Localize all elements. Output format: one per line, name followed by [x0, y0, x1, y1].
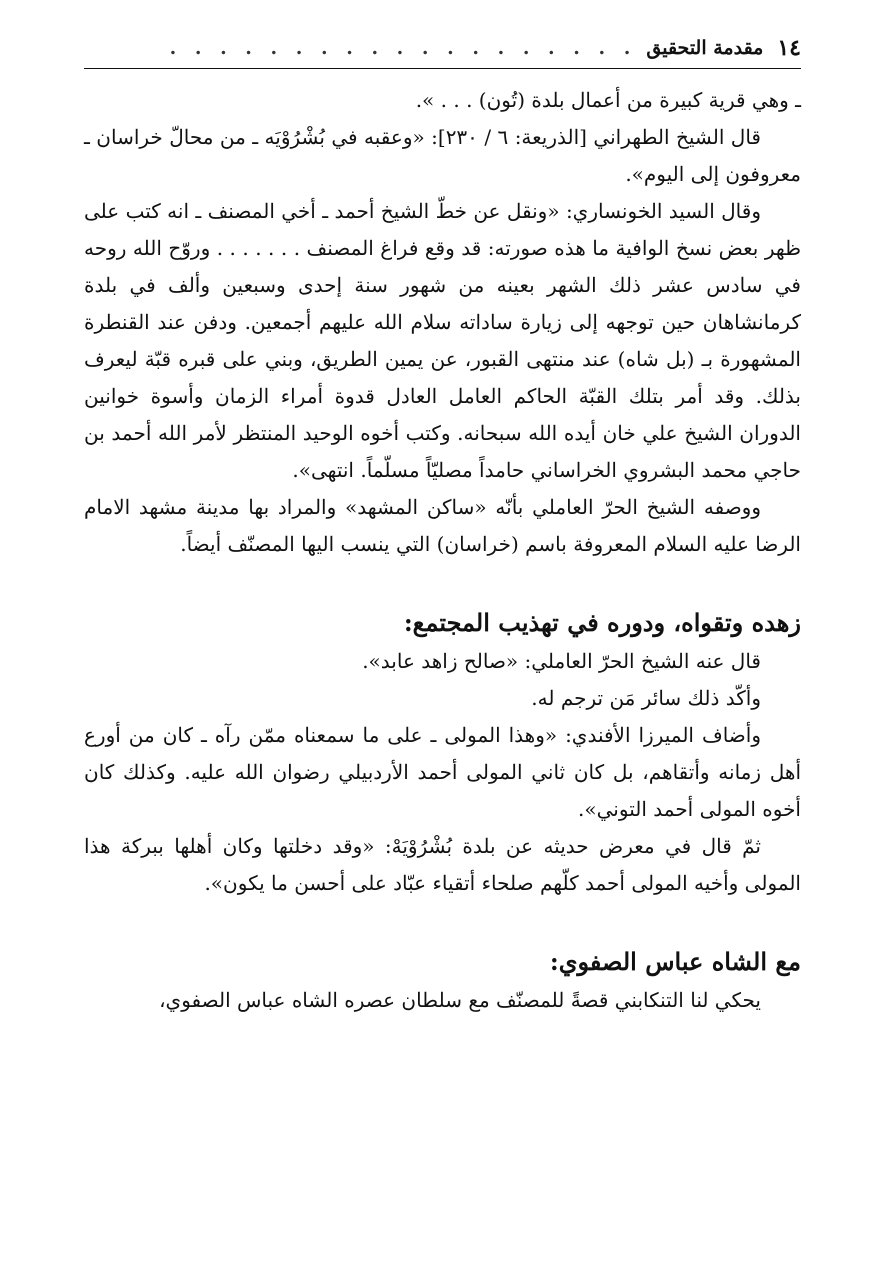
page-body — [84, 82, 801, 1019]
paragraph: يحكي لنا التنكابني قصةً للمصنّف مع سلطان عصره الشاه عباس الصفوي، — [159, 988, 761, 1012]
section-heading-shah-abbas: مع الشاه عباس الصفوي: — [549, 947, 801, 976]
running-header — [84, 28, 801, 69]
paragraph: ـ وهي قرية كبيرة من أعمال بلدة (تُون) . . . ». — [415, 88, 801, 112]
paragraph: قال الشيخ الطهراني [الذريعة: ٦ / ٢٣٠]: «وعقبه في بُشْرُوْيَه ـ من محالّ خراسان ـ معروفون إلى اليوم». — [84, 125, 801, 186]
paragraph: وأكّد ذلك سائر مَن ترجم له. — [531, 686, 761, 710]
paragraph: وأضاف الميرزا الأفندي: «وهذا المولى ـ على ما سمعناه ممّن رآه ـ كان من أورع أهل زمانه وأتقاهم، بل كان ثاني المولى أحمد الأردبيلي رضوان الله عليه. وكذلك كان أخوه المولى أحمد التوني». — [84, 723, 801, 821]
page-number: ١٤ — [777, 35, 801, 61]
header-leader-dots: . . . . . . . . . . . . . . . . . . . — [169, 37, 637, 59]
paragraph: وقال السيد الخونساري: «ونقل عن خطّ الشيخ أحمد ـ أخي المصنف ـ انه كتب على ظهر بعض نسخ الوافية ما هذه صورته: قد وقع فراغ المصنف . . . . . . . وروّح الله روحه في سادس عشر ذلك الشهر بعينه من شهور سنة إحدى وسبعين وألف في بلدة كرمانشاهان حين توجهه إلى زيارة ساداته سلام الله عليهم أجمعين. ودفن عند القنطرة المشهورة بـ (بل شاه) عند منتهى القبور، عن يمين الطريق، وبني على قبره قبّة ليعرف بذلك. وقد أمر بتلك القبّة الحاكم العامل العادل قدوة أمراء الزمان وأسوة خوانين الدوران الشيخ علي خان أيده الله سبحانه. وكتب أخوه الوحيد المنتظر لأمر الله أحمد بن حاجي محمد البشروي الخراساني حامداً مصليّاً مسلّماً. انتهى». — [84, 199, 801, 482]
section-heading-asceticism: زهده وتقواه، ودوره في تهذيب المجتمع: — [403, 608, 801, 637]
paragraph: ووصفه الشيخ الحرّ العاملي بأنّه «ساكن المشهد» والمراد بها مدينة مشهد الامام الرضا عليه السلام المعروفة باسم (خراسان) التي ينسب اليها المصنّف أيضاً. — [84, 495, 801, 556]
paragraph: قال عنه الشيخ الحرّ العاملي: «صالح زاهد عابد». — [362, 649, 761, 673]
paragraph: ثمّ قال في معرض حديثه عن بلدة بُشْرُوْيَهْ: «وقد دخلتها وكان أهلها ببركة هذا المولى وأخيه المولى أحمد كلّهم صلحاء أتقياء عبّاد على أحسن ما يكون». — [84, 834, 801, 895]
header-title: مقدمة التحقيق — [646, 37, 764, 59]
